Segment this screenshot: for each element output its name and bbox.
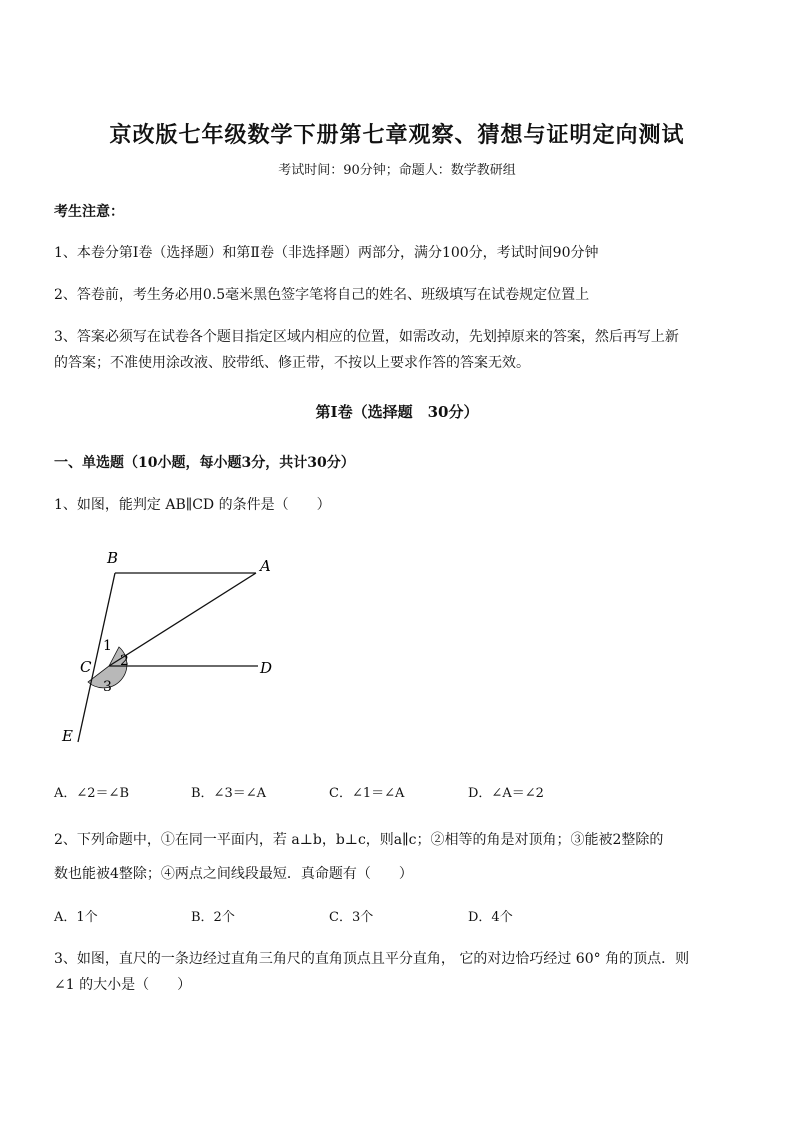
question-3-line-2: ∠1 的大小是（ ） [54,977,192,993]
note-item: 的答案；不准使用涂改液、胶带纸、修正带，不按以上要求作答的答案无效。 [54,355,530,371]
q2-option-b[interactable]: B．2个 [191,910,235,925]
note-item: 1、本卷分第Ⅰ卷（选择题）和第Ⅱ卷（非选择题）两部分，满分100分，考试时间90分钟 [54,245,599,261]
note-item: 2、答卷前，考生务必用0.5毫米黑色签字笔将自己的姓名、班级填写在试卷规定位置上 [54,287,590,303]
q1-option-d[interactable]: D．∠A＝∠2 [468,786,544,801]
q2-option-d[interactable]: D．4个 [468,910,513,925]
label-B: B [107,549,119,567]
label-angle-3: 3 [103,679,112,695]
label-angle-2: 2 [120,653,129,669]
note-item: 3、答案必须写在试卷各个题目指定区域内相应的位置，如需改动，先划掉原来的答案，然后再写上新 [54,329,679,345]
line-CA [109,573,256,666]
q1-option-c[interactable]: C．∠1＝∠A [329,786,405,801]
q1-option-b[interactable]: B．∠3＝∠A [191,786,266,801]
question-3-line-1: 3、如图，直尺的一条边经过直角三角尺的直角顶点且平分直角， 它的对边恰巧经过 60° 角的顶点．则 [54,951,690,967]
notes-heading: 考生注意： [54,204,124,220]
document-title: 京改版七年级数学下册第七章观察、猜想与证明定向测试 [109,122,685,148]
label-D: D [260,659,273,677]
label-C: C [80,658,92,676]
label-angle-1: 1 [103,638,112,654]
q2-option-a[interactable]: A．1个 [54,910,98,925]
part-heading: 一、单选题（10小题，每小题3分，共计30分） [54,455,355,471]
q2-option-c[interactable]: C．3个 [329,910,374,925]
section-title: 第Ⅰ卷（选择题 30分） [315,403,479,421]
q1-option-a[interactable]: A．∠2＝∠B [54,786,129,801]
question-1-stem: 1、如图，能判定 AB∥CD 的条件是（ ） [54,497,331,513]
label-E: E [62,727,73,745]
label-A: A [260,557,271,575]
document-subtitle: 考试时间：90分钟；命题人：数学教研组 [278,163,516,178]
question-1-figure [50,545,290,750]
question-2-line-1: 2、下列命题中，①在同一平面内，若 a⊥b，b⊥c，则a∥c；②相等的角是对顶角；③能被2整除的 [54,832,664,848]
question-2-line-2: 数也能被4整除；④两点之间线段最短．真命题有（ ） [54,866,413,882]
